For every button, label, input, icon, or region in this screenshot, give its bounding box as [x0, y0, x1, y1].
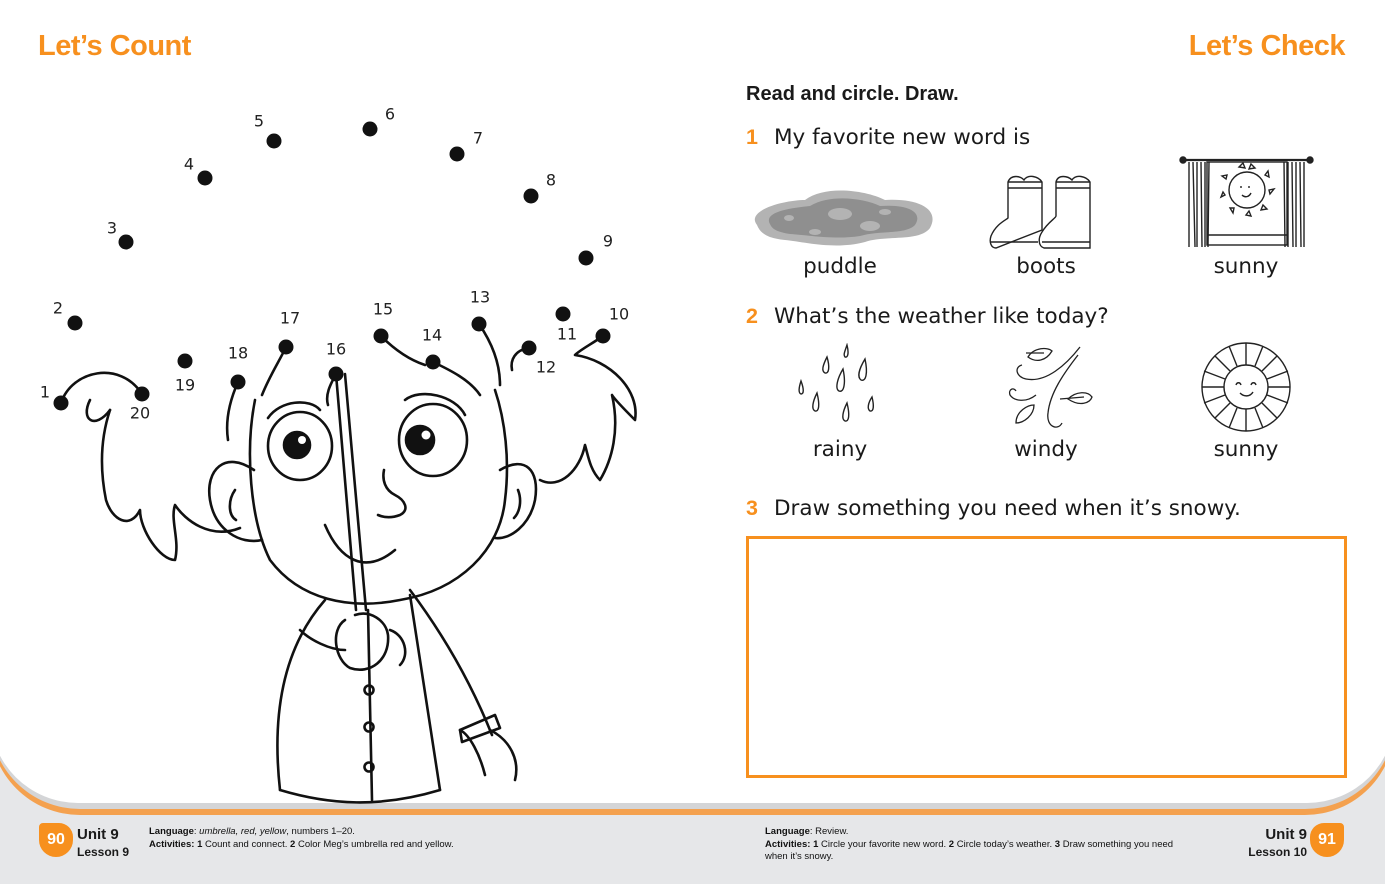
page-number-badge-left: 90: [39, 823, 73, 857]
choice-label: sunny: [1213, 254, 1279, 279]
page-number-badge-right: 91: [1310, 823, 1344, 857]
teacher-notes-right: Language: Review. Activities: 1 Circle your favorite new word. 2 Circle today’s weather. 3 Draw something you need when it’s snowy.: [765, 826, 1174, 862]
sun-icon: [1198, 341, 1294, 433]
dot-9: [579, 251, 594, 266]
question-2: [746, 304, 1109, 329]
dot-16: [329, 367, 344, 382]
dot-13: [472, 317, 487, 332]
dot-number-label: 4: [183, 154, 195, 174]
dot-number-label: 16: [325, 339, 347, 359]
dot-number-label: 2: [52, 298, 64, 318]
unit-lesson-right: [1248, 826, 1307, 861]
choice-sunny[interactable]: [1146, 345, 1346, 462]
choice-label: puddle: [803, 254, 877, 279]
choice-label: windy: [1014, 437, 1078, 462]
right-page-heading: Let’s Check: [1188, 30, 1345, 62]
dot-number-label: 14: [421, 325, 443, 345]
dot-2: [68, 316, 83, 331]
instructions: Read and circle. Draw.: [746, 83, 959, 105]
question-number: 1: [746, 125, 758, 149]
dot-15: [374, 329, 389, 344]
dot-number-label: 12: [535, 357, 557, 377]
dot-3: [119, 235, 134, 250]
question-3: [746, 496, 1241, 521]
dot-17: [279, 340, 294, 355]
dot-number-label: 15: [372, 299, 394, 319]
dot-number-label: 10: [608, 304, 630, 324]
lesson-label: Lesson 9: [77, 845, 130, 859]
dot-14: [426, 355, 441, 370]
dot-number-label: 19: [174, 375, 196, 395]
dot-7: [450, 147, 465, 162]
left-page-heading: Let’s Count: [38, 30, 191, 62]
question-text: What’s the weather like today?: [774, 304, 1109, 329]
dot-number-label: 3: [106, 218, 118, 238]
choice-windy[interactable]: [946, 345, 1146, 462]
question-number: 3: [746, 496, 758, 520]
choice-puddle[interactable]: [740, 160, 940, 279]
dot-number-label: 8: [545, 170, 557, 190]
dot-number-label: 5: [253, 111, 265, 131]
dot-number-label: 7: [472, 128, 484, 148]
unit-lesson-left: [77, 826, 129, 861]
choice-label: sunny: [1213, 437, 1279, 462]
lesson-label: Lesson 10: [1248, 845, 1307, 859]
wind-leaves-icon: [996, 343, 1096, 433]
drawing-area[interactable]: [746, 536, 1347, 778]
raindrops-icon: [795, 343, 885, 433]
dot-to-dot: [0, 0, 700, 810]
choice-rainy[interactable]: [740, 345, 940, 462]
choice-sunny-window[interactable]: [1146, 160, 1346, 279]
window-sun-icon: [1179, 155, 1314, 250]
question-text: My favorite new word is: [774, 125, 1031, 150]
dot-6: [363, 122, 378, 137]
dot-20: [135, 387, 150, 402]
question-number: 2: [746, 304, 758, 328]
dot-number-label: 18: [227, 343, 249, 363]
choice-label: boots: [1016, 254, 1076, 279]
dot-number-label: 17: [279, 308, 301, 328]
dot-5: [267, 134, 282, 149]
dot-number-label: 6: [384, 104, 396, 124]
boots-icon: [986, 170, 1106, 250]
puddle-icon: [745, 180, 935, 250]
dot-11: [556, 307, 571, 322]
question-text: Draw something you need when it’s snowy.: [774, 496, 1241, 521]
dot-number-label: 20: [129, 403, 151, 423]
dot-number-label: 1: [39, 382, 51, 402]
dot-10: [596, 329, 611, 344]
choice-label: rainy: [812, 437, 868, 462]
teacher-notes-left: Language: umbrella, red, yellow, numbers 1–20. Activities: 1 Count and connect. 2 Color Meg’s umbrella red and yellow.: [149, 826, 454, 850]
dot-19: [178, 354, 193, 369]
dot-4: [198, 171, 213, 186]
unit-label: Unit 9: [77, 826, 119, 843]
dot-8: [524, 189, 539, 204]
dot-12: [522, 341, 537, 356]
choice-boots[interactable]: [946, 160, 1146, 279]
dot-number-label: 11: [556, 324, 578, 344]
dot-18: [231, 375, 246, 390]
question-1: [746, 125, 1030, 150]
dot-1: [54, 396, 69, 411]
dot-number-label: 9: [602, 231, 614, 251]
dot-number-label: 13: [469, 287, 491, 307]
unit-label: Unit 9: [1265, 826, 1307, 843]
